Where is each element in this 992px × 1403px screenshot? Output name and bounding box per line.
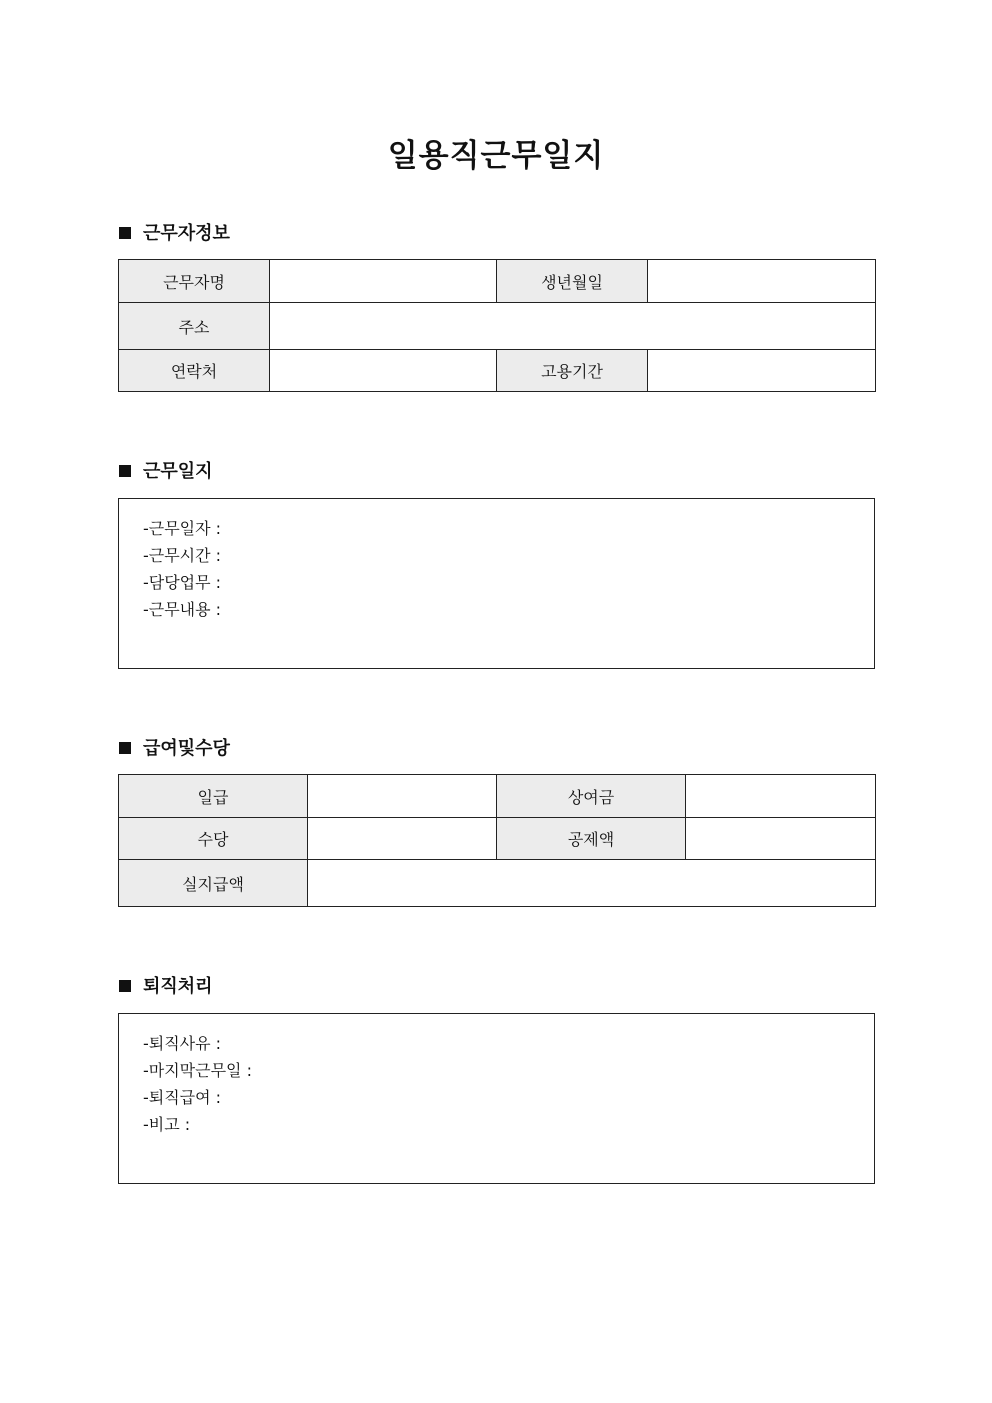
table-row <box>119 818 876 860</box>
employment-period-field[interactable] <box>648 350 876 392</box>
allowance-field[interactable] <box>308 818 497 860</box>
daily-wage-label: 일급 <box>119 775 308 818</box>
birth-date-label: 생년월일 <box>497 260 648 303</box>
square-bullet-icon <box>119 227 131 239</box>
daily-wage-field[interactable] <box>308 775 497 818</box>
section-heading-text: 근무자정보 <box>143 223 230 244</box>
deduction-label: 공제액 <box>497 818 686 860</box>
square-bullet-icon <box>119 980 131 992</box>
net-pay-field[interactable] <box>308 860 876 907</box>
work-date-line: -근무일자 : <box>143 519 222 538</box>
last-work-day-line: -마지막근무일 : <box>143 1061 252 1080</box>
allowance-label: 수당 <box>119 818 308 860</box>
table-row <box>119 260 876 303</box>
section-heading-text: 근무일지 <box>143 461 213 482</box>
section-heading-work-log <box>119 459 213 485</box>
worker-name-label: 근무자명 <box>119 260 270 303</box>
section-heading-worker-info <box>119 221 230 247</box>
square-bullet-icon <box>119 742 131 754</box>
resignation-reason-line: -퇴직사유 : <box>143 1034 222 1053</box>
contact-label: 연락처 <box>119 350 270 392</box>
section-heading-text: 퇴직처리 <box>143 976 213 997</box>
section-heading-pay <box>119 736 230 762</box>
work-log-lines <box>143 515 221 623</box>
table-row <box>119 350 876 392</box>
pay-table <box>118 774 876 907</box>
net-pay-label: 실지급액 <box>119 860 308 907</box>
bonus-field[interactable] <box>686 775 876 818</box>
remarks-line: -비고 : <box>143 1115 191 1134</box>
work-log-box[interactable] <box>118 498 875 669</box>
resignation-lines <box>143 1030 252 1138</box>
table-row <box>119 860 876 907</box>
worker-info-table <box>118 259 876 392</box>
square-bullet-icon <box>119 465 131 477</box>
section-heading-text: 급여및수당 <box>143 738 230 759</box>
work-hours-line: -근무시간 : <box>143 546 222 565</box>
section-heading-resignation <box>119 974 213 1000</box>
document-title: 일용직근무일지 <box>387 138 605 174</box>
birth-date-field[interactable] <box>648 260 876 303</box>
table-row <box>119 775 876 818</box>
severance-pay-line: -퇴직급여 : <box>143 1088 222 1107</box>
worker-name-field[interactable] <box>270 260 497 303</box>
bonus-label: 상여금 <box>497 775 686 818</box>
address-label: 주소 <box>119 303 270 350</box>
deduction-field[interactable] <box>686 818 876 860</box>
assigned-task-line: -담당업무 : <box>143 573 222 592</box>
address-field[interactable] <box>270 303 876 350</box>
resignation-box[interactable] <box>118 1013 875 1184</box>
contact-field[interactable] <box>270 350 497 392</box>
table-row <box>119 303 876 350</box>
work-content-line: -근무내용 : <box>143 600 222 619</box>
employment-period-label: 고용기간 <box>497 350 648 392</box>
